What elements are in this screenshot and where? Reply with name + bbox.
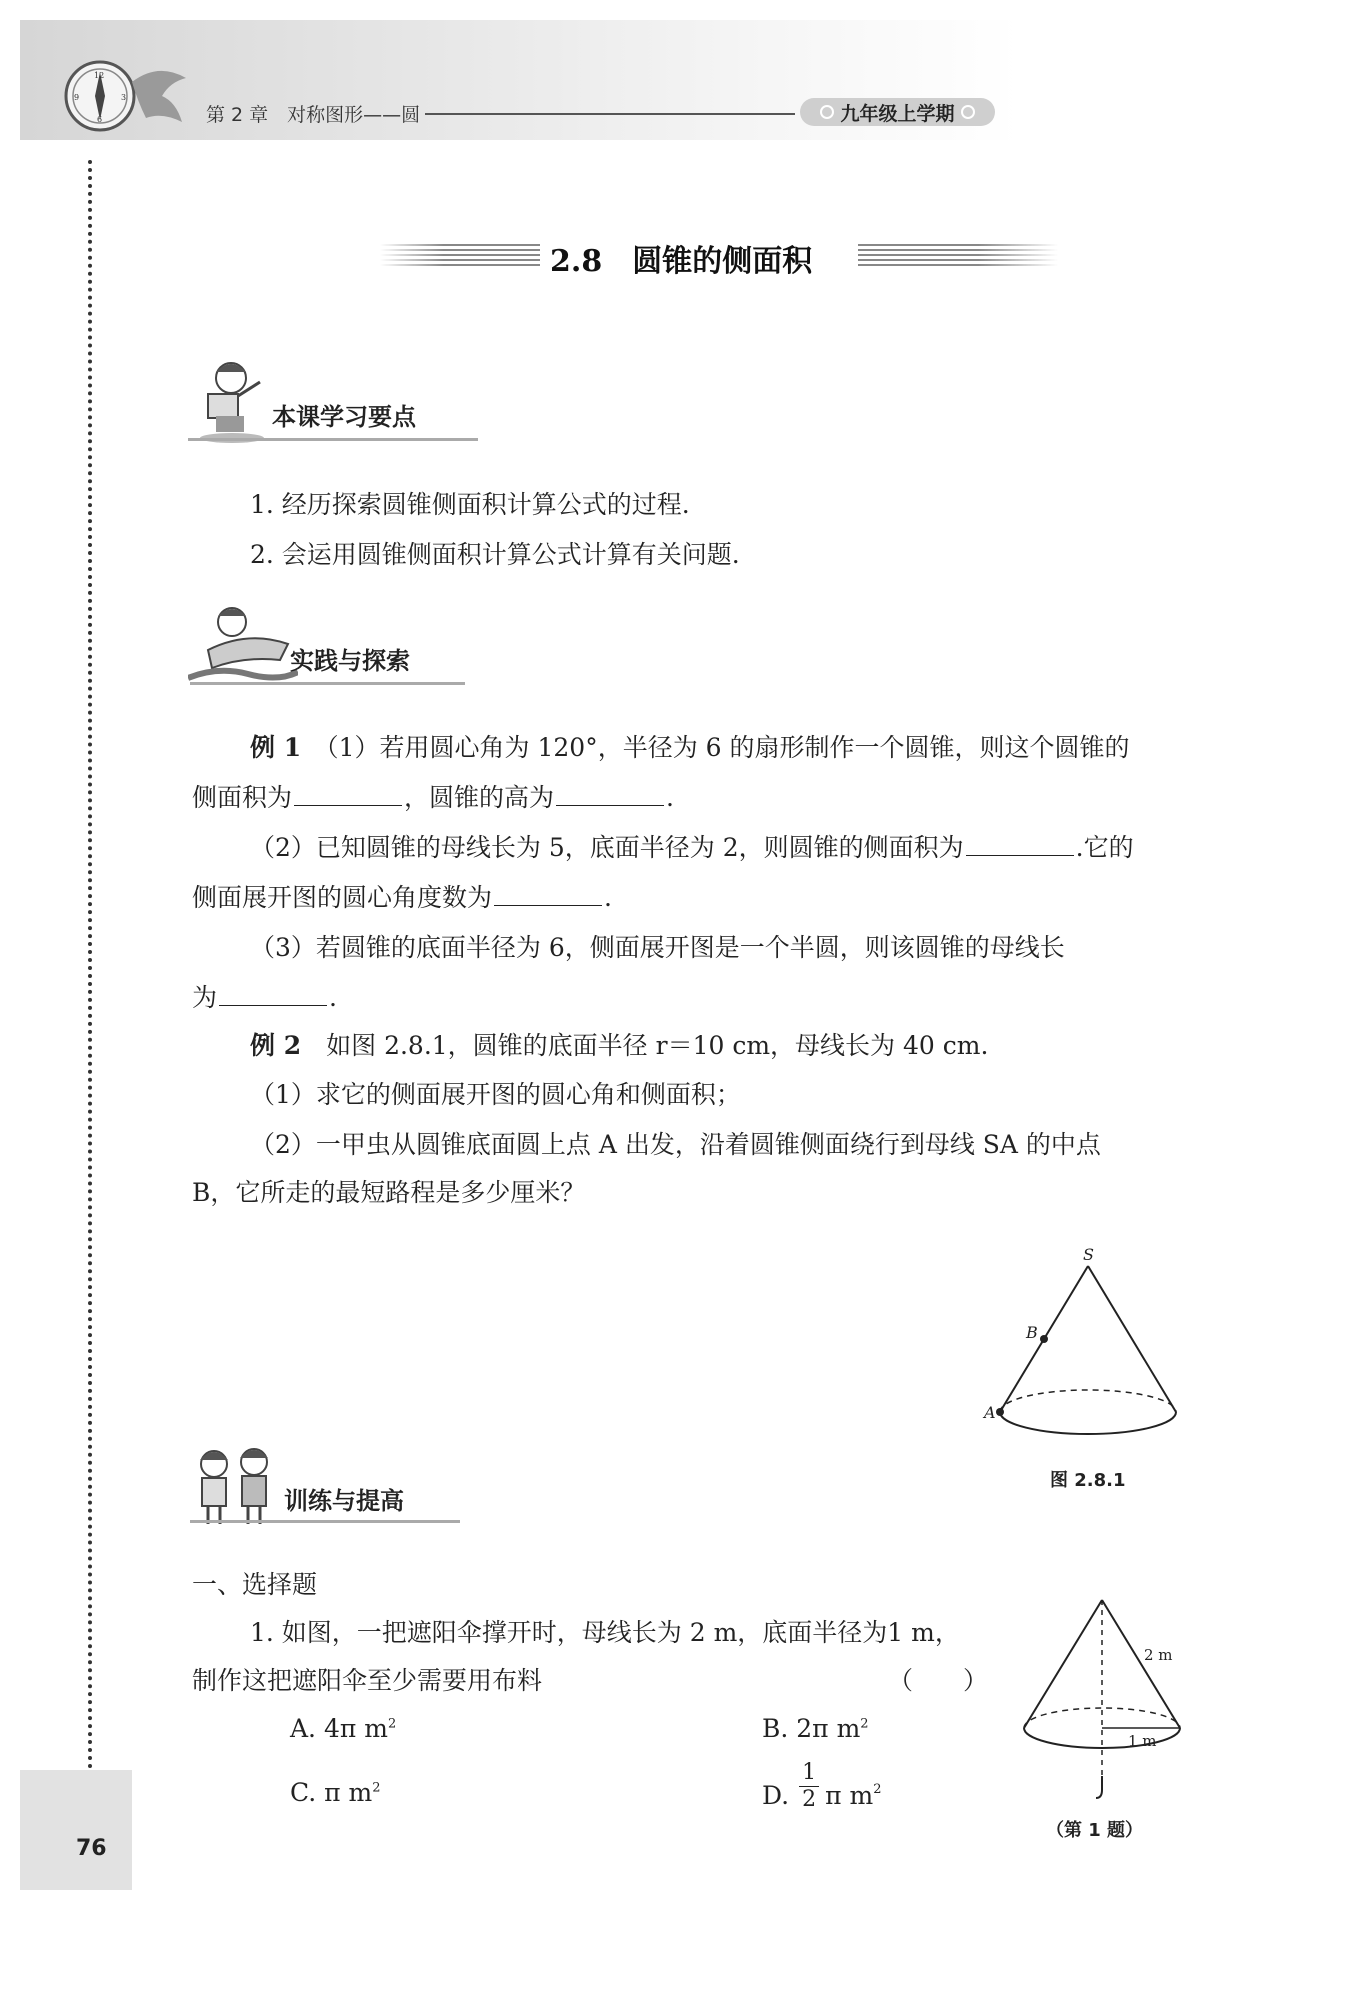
example2-q2-line1: （2）一甲虫从圆锥底面圆上点 A 出发，沿着圆锥侧面绕行到母线 SA 的中点 [250, 1130, 1101, 1159]
example1-text: ，圆锥的高为 [404, 783, 555, 812]
example2-line1 [250, 1033, 988, 1058]
pill-dot-icon [961, 105, 975, 119]
badge-training: 训练与提高 [284, 1487, 404, 1515]
example1-line4 [192, 885, 612, 910]
option-a-exponent: 2 [387, 1716, 397, 1732]
page-number-box [20, 1770, 132, 1890]
page-number: 76 [76, 1836, 107, 1861]
fraction-numerator: 1 [799, 1762, 819, 1787]
example1-text: . [666, 783, 674, 812]
grade-badge [800, 98, 995, 126]
point-s-label: S [1083, 1245, 1094, 1264]
answer-blank[interactable] [219, 1004, 327, 1006]
option-a-label: A. [290, 1714, 317, 1743]
answer-blank[interactable] [294, 804, 402, 806]
badge-underline [188, 438, 478, 441]
svg-text:3: 3 [121, 93, 127, 102]
exercise-section-title: 一、选择题 [192, 1570, 318, 1599]
section-title: 2.8 圆锥的侧面积 [550, 244, 813, 279]
point-b-label: B [1026, 1323, 1038, 1342]
example2-label: 例 2 [250, 1031, 302, 1060]
example1-line1 [250, 735, 1130, 760]
option-b-exponent: 2 [860, 1716, 869, 1732]
example2-q1: （1）求它的侧面展开图的圆心角和侧面积； [250, 1080, 741, 1109]
dotted-margin [88, 160, 92, 1770]
svg-text:6: 6 [97, 115, 103, 124]
example1-text: . [604, 883, 612, 912]
answer-parentheses[interactable]: （ ） [888, 1666, 989, 1695]
example1-text: 为 [192, 983, 218, 1012]
umbrella-cone-figure [1010, 1590, 1210, 1810]
example1-text: 侧面展开图的圆心角度数为 [192, 883, 493, 912]
surfing-kid-icon [188, 600, 298, 690]
grade-label: 九年级上学期 [840, 102, 955, 125]
example1-text: （2）已知圆锥的母线长为 5，底面半径为 2，则圆锥的侧面积为 [250, 833, 964, 862]
option-a[interactable] [290, 1716, 396, 1741]
key-point-1: 1. 经历探索圆锥侧面积计算公式的过程. [250, 490, 690, 519]
badge-key-points: 本课学习要点 [272, 403, 416, 431]
badge-underline [190, 682, 465, 685]
header-rule [425, 113, 795, 115]
answer-blank[interactable] [556, 804, 664, 806]
example1-line3 [250, 835, 1134, 860]
title-decoration-left [380, 244, 540, 266]
figure1-caption: 图 2.8.1 [1050, 1470, 1126, 1491]
option-b-label: B. [762, 1714, 789, 1743]
radius-label: 1 m [1128, 1732, 1157, 1750]
two-kids-icon [186, 1440, 286, 1530]
option-c-value: π m [324, 1778, 373, 1807]
fraction-denominator: 2 [802, 1787, 817, 1812]
svg-text:12: 12 [94, 71, 105, 80]
title-decoration-right [858, 244, 1058, 266]
example1-line2 [192, 785, 674, 810]
badge-practice: 实践与探索 [290, 647, 410, 675]
example1-p1-line1: （1）若用圆心角为 120°，半径为 6 的扇形制作一个圆锥，则这个圆锥的 [326, 733, 1130, 762]
option-d-exponent: 2 [873, 1782, 882, 1797]
example1-label: 例 1 [250, 733, 302, 762]
figure2-caption: （第 1 题） [1046, 1820, 1144, 1841]
option-d[interactable] [762, 1762, 881, 1811]
reading-kid-icon [186, 356, 276, 446]
option-d-fraction [799, 1762, 819, 1811]
exercise1-line2: 制作这把遮阳伞至少需要用布料 [192, 1666, 543, 1695]
chapter-title: 第 2 章 对称图形——圆 [206, 104, 421, 126]
example1-text: . [329, 983, 337, 1012]
option-d-label: D. [762, 1781, 790, 1810]
badge-underline [190, 1520, 460, 1523]
option-c[interactable] [290, 1780, 381, 1805]
key-point-2: 2. 会运用圆锥侧面积计算公式计算有关问题. [250, 540, 740, 569]
pill-dot-icon [820, 105, 834, 119]
point-a-label: A [984, 1403, 996, 1422]
option-d-value: π m [825, 1781, 874, 1810]
example2-text: 如图 2.8.1，圆锥的底面半径 r＝10 cm，母线长为 40 cm. [326, 1031, 989, 1060]
compass-logo [58, 52, 208, 142]
example1-text: .它的 [1075, 833, 1134, 862]
slant-length-label: 2 m [1144, 1646, 1173, 1664]
option-a-value: 4π m [323, 1714, 388, 1743]
answer-blank[interactable] [494, 904, 602, 906]
example1-line6 [192, 985, 337, 1010]
exercise1-line1: 1. 如图，一把遮阳伞撑开时，母线长为 2 m，底面半径为1 m， [250, 1618, 960, 1647]
example1-line5: （3）若圆锥的底面半径为 6，侧面展开图是一个半圆，则该圆锥的母线长 [250, 933, 1065, 962]
cone-figure-2-8-1 [970, 1240, 1190, 1440]
example1-text: 侧面积为 [192, 783, 293, 812]
svg-text:9: 9 [74, 93, 80, 102]
option-b-value: 2π m [796, 1714, 861, 1743]
option-c-label: C. [290, 1778, 317, 1807]
answer-blank[interactable] [966, 854, 1074, 856]
option-c-exponent: 2 [372, 1780, 381, 1796]
example2-q2-line2: B，它所走的最短路程是多少厘米？ [192, 1178, 586, 1207]
option-b[interactable] [762, 1716, 869, 1741]
